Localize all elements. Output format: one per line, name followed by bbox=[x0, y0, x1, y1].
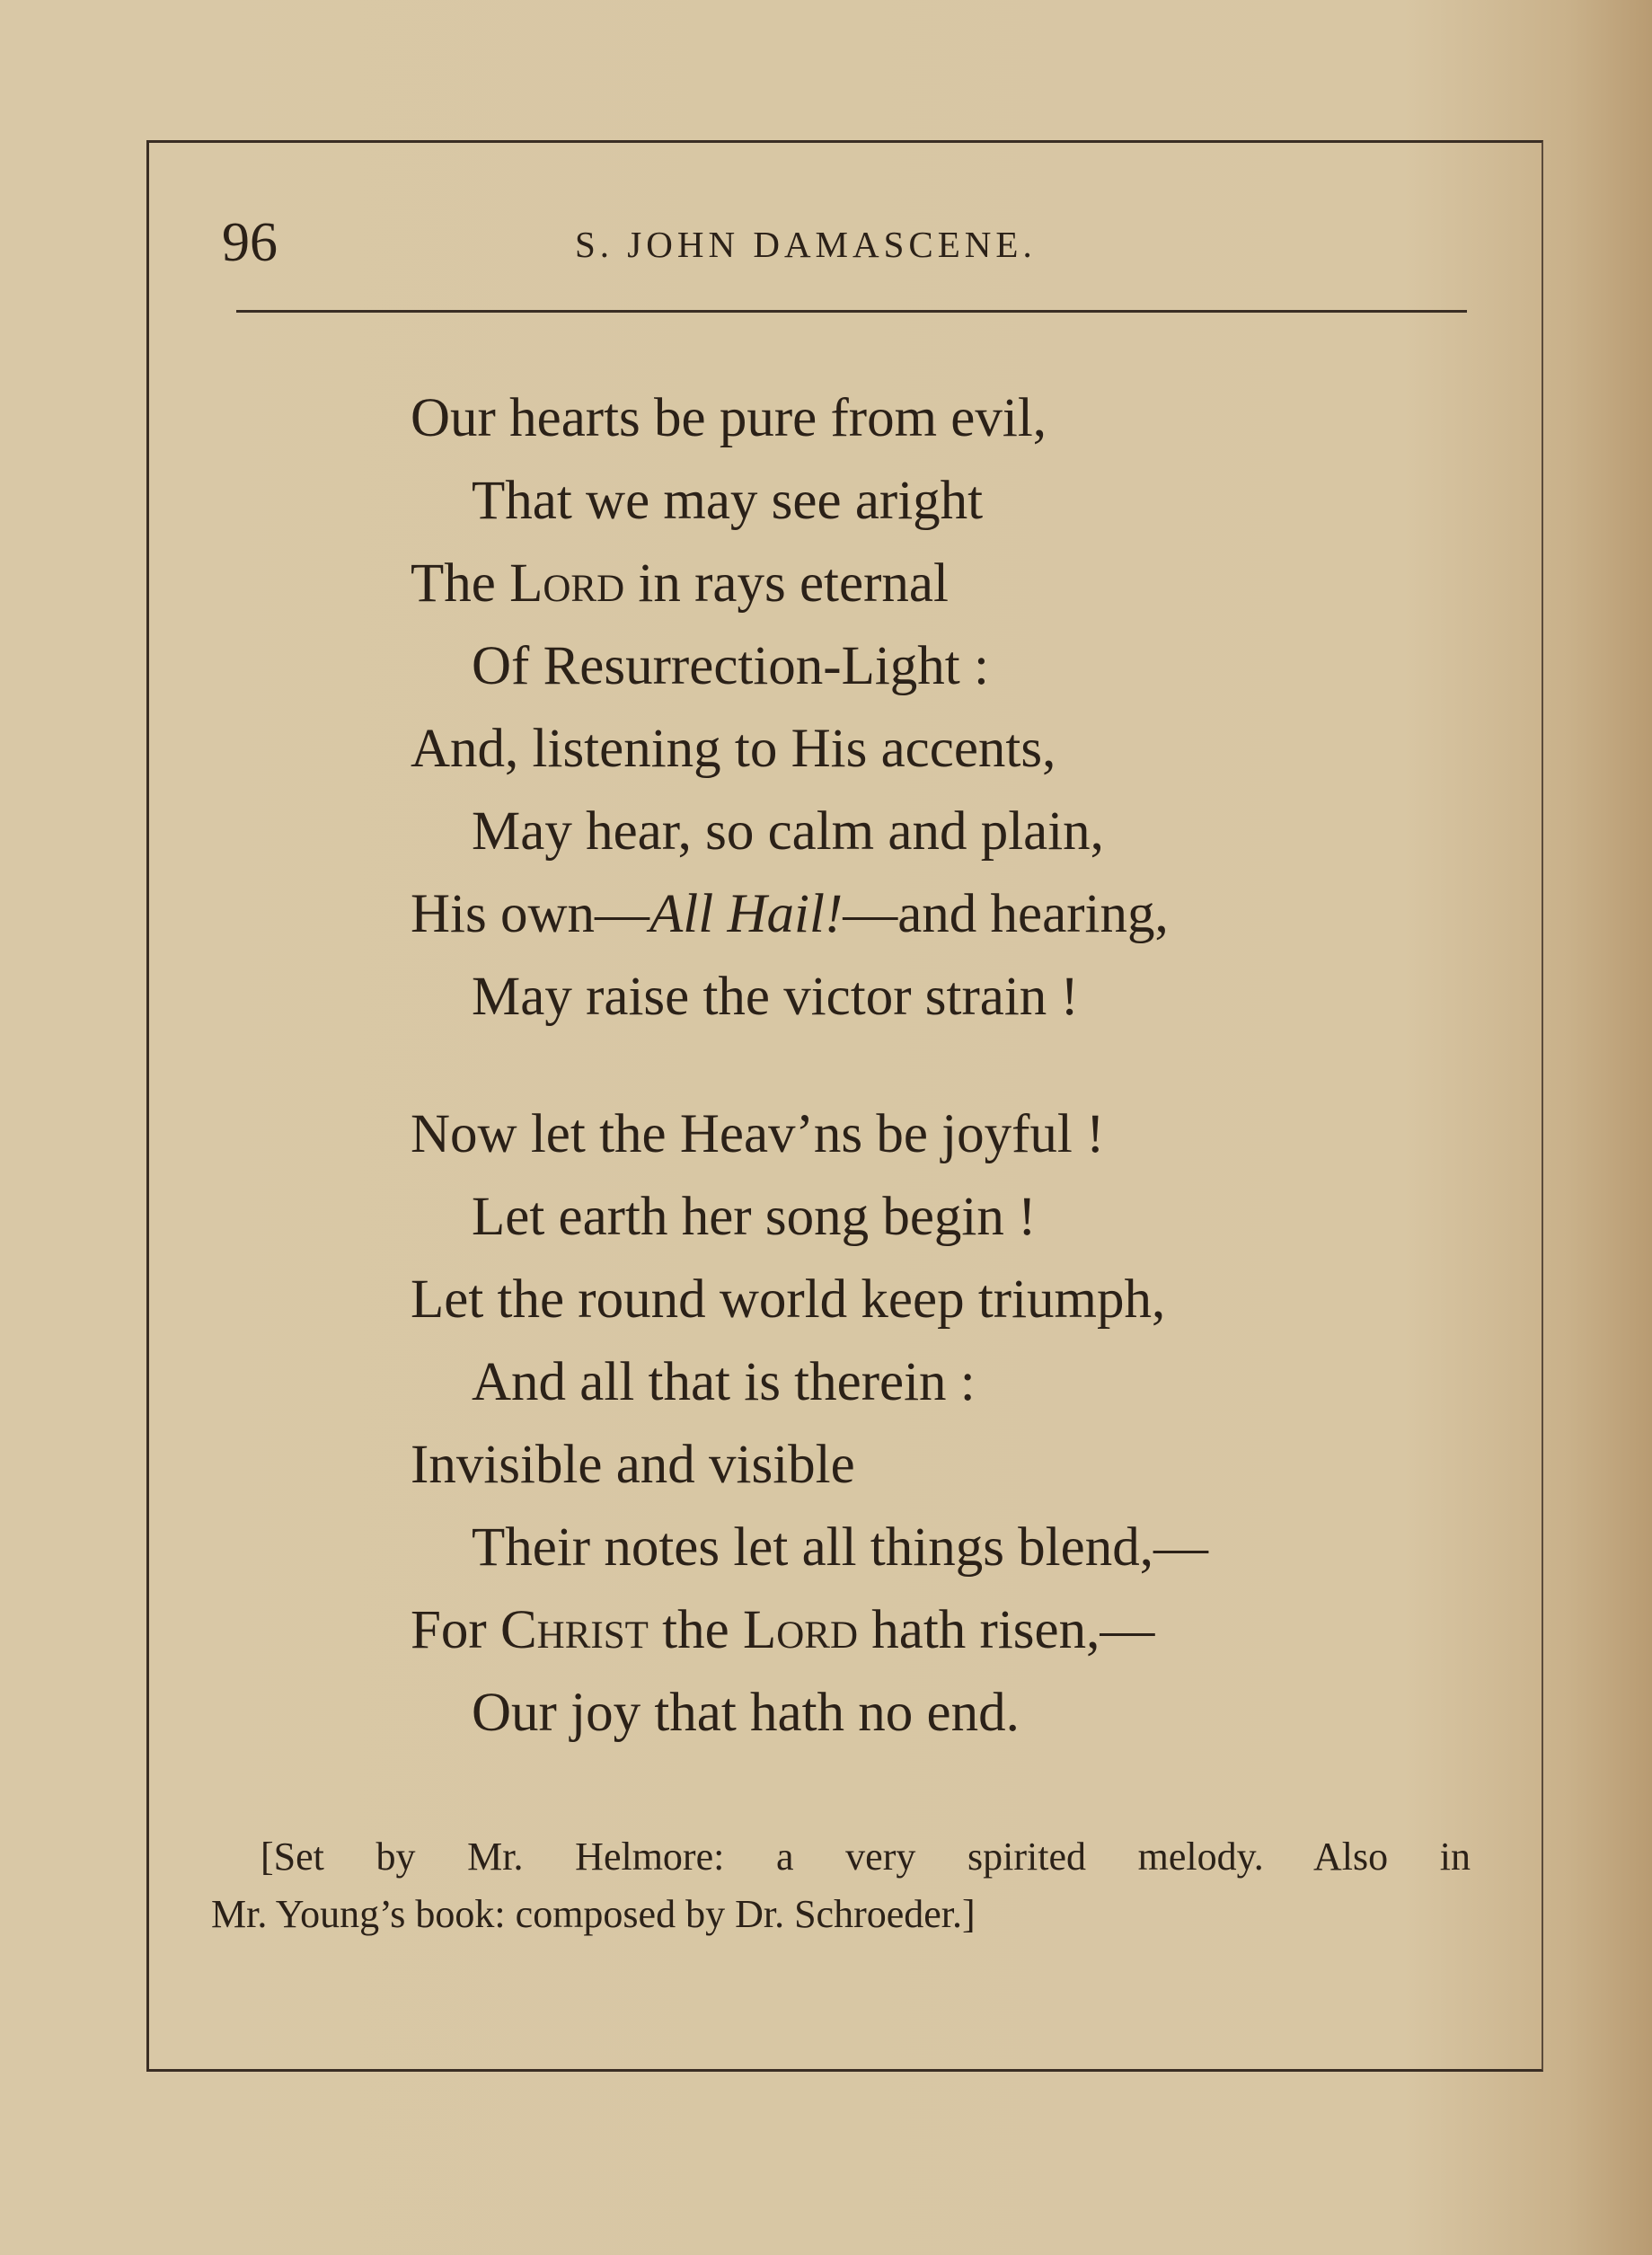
header-rule bbox=[236, 310, 1467, 313]
line-text: His own— bbox=[411, 884, 650, 944]
line-text: —and hearing, bbox=[843, 884, 1169, 944]
line-text: in rays eternal bbox=[624, 553, 949, 614]
italic-all-hail: All Hail! bbox=[649, 884, 844, 944]
note-line-1: [Set by Mr. Helmore: a very spirited melody. Also in bbox=[261, 1835, 1471, 1879]
running-title: S. JOHN DAMASCENE. bbox=[575, 224, 1037, 265]
poem-line: Their notes let all things blend,— bbox=[472, 1517, 1208, 1578]
poem-line: Now let the Heav’ns be joyful ! bbox=[411, 1104, 1105, 1164]
poem bbox=[411, 377, 1444, 1755]
poem-line: May hear, so calm and plain, bbox=[472, 801, 1104, 862]
poem-line: That we may see aright bbox=[472, 471, 984, 531]
poem-line: And all that is therein : bbox=[472, 1352, 976, 1412]
poem-line: Our joy that hath no end. bbox=[472, 1683, 1020, 1743]
note-line-2: Mr. Young’s book: composed by Dr. Schroeder.] bbox=[211, 1892, 976, 1936]
poem-line: Let earth her song begin ! bbox=[472, 1187, 1037, 1247]
line-text: For bbox=[411, 1600, 500, 1660]
poem-line: Invisible and visible bbox=[411, 1435, 855, 1495]
poem-line bbox=[411, 1589, 1444, 1672]
editorial-note bbox=[211, 1828, 1471, 1943]
line-text: The bbox=[411, 553, 510, 614]
page-number: 96 bbox=[222, 212, 278, 273]
poem-line: Our hearts be pure from evil, bbox=[411, 388, 1047, 448]
small-caps-lord: Lord bbox=[742, 1600, 859, 1660]
small-caps-christ: Christ bbox=[500, 1600, 649, 1660]
page-header bbox=[222, 207, 1471, 279]
small-caps-lord: Lord bbox=[509, 553, 625, 614]
line-text: hath risen,— bbox=[858, 1600, 1155, 1660]
poem-line bbox=[411, 873, 1444, 956]
poem-line: And, listening to His accents, bbox=[411, 719, 1056, 779]
poem-line: Of Resurrection-Light : bbox=[472, 636, 989, 696]
poem-line bbox=[411, 543, 1444, 625]
poem-line: May raise the victor strain ! bbox=[472, 967, 1079, 1027]
line-text: the bbox=[648, 1600, 743, 1660]
stanza-1 bbox=[411, 377, 1444, 1039]
poem-line: Let the round world keep triumph, bbox=[411, 1269, 1166, 1330]
stanza-2 bbox=[411, 1093, 1444, 1755]
